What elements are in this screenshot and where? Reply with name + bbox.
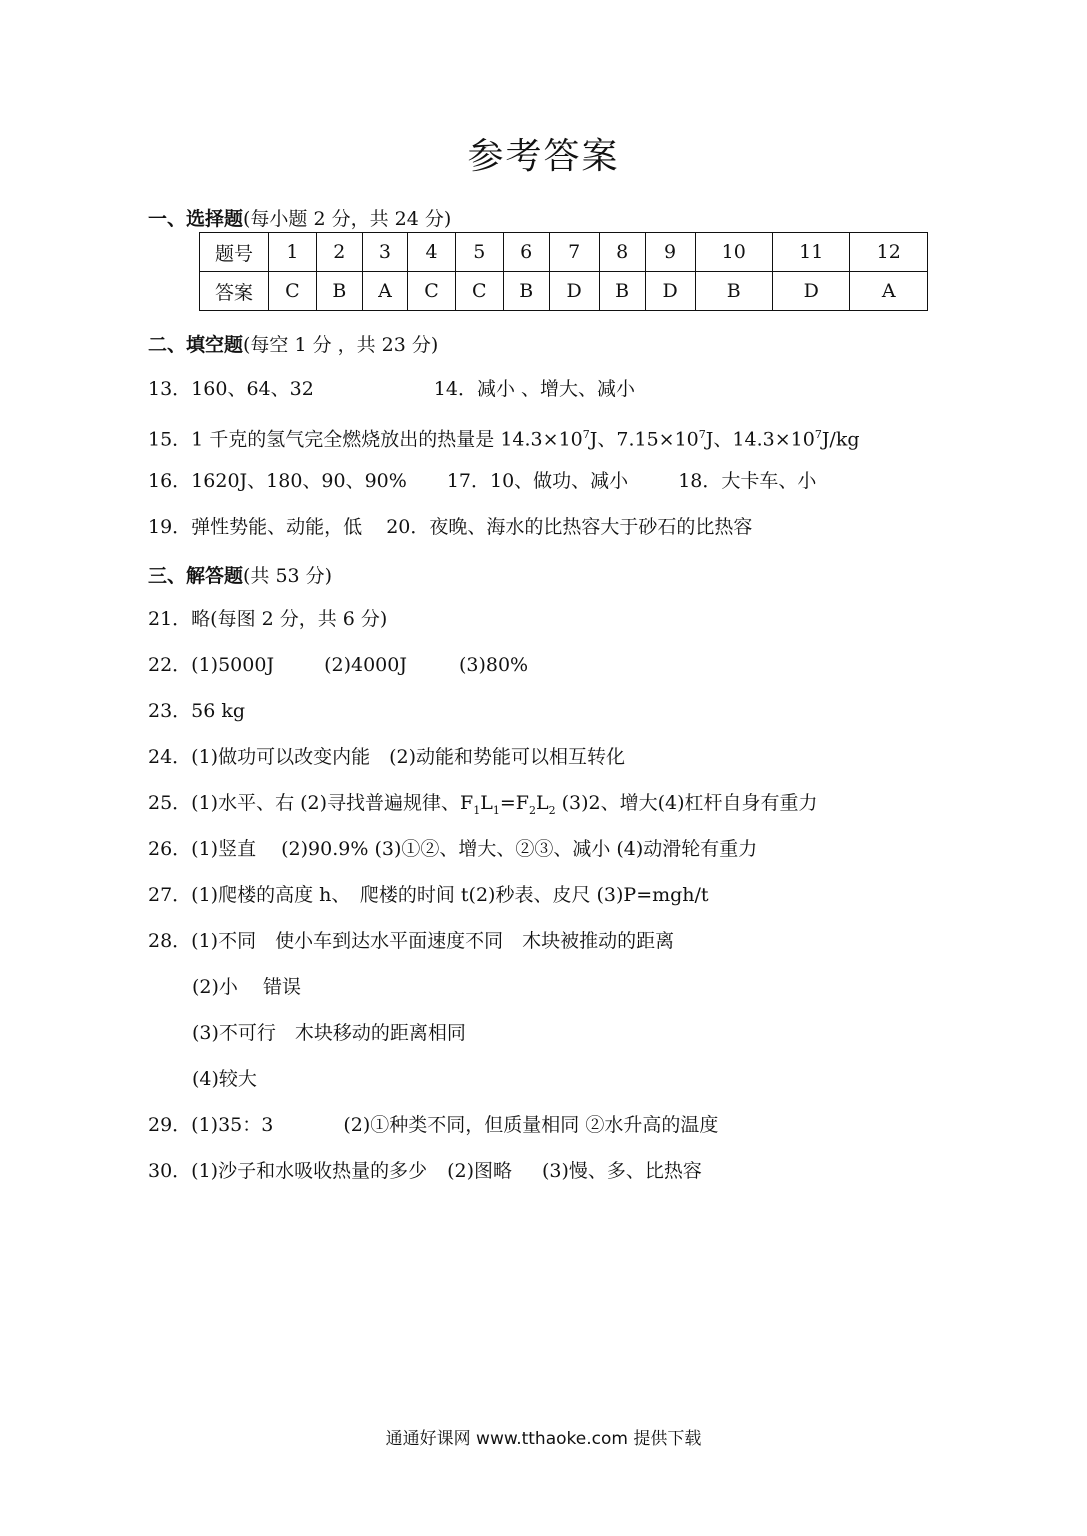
section-fill-note: (每空 1 分 ，共 23 分) (243, 334, 439, 356)
answer-17: 17．10、做功、减小 (446, 470, 629, 492)
section-choice-heading (148, 204, 451, 231)
answer-22-part-3: (3)80% (458, 654, 529, 676)
answer-19: 19．弹性势能、动能，低 (148, 516, 363, 538)
answer-29-part-2: (2)①种类不同，但质量相同 ②水升高的温度 (343, 1114, 719, 1136)
table-cell-number: 4 (408, 233, 456, 272)
answer-28-part-2: (2)小 错误 (192, 976, 301, 998)
table-header-number: 题号 (200, 233, 269, 272)
table-cell-number: 11 (772, 233, 849, 272)
table-cell-number: 8 (599, 233, 645, 272)
footer-source-note: 通通好课网 www.tthaoke.com 提供下载 (385, 1429, 702, 1449)
subscript: 2 (528, 803, 536, 817)
answer-28-part-4: (4)较大 (192, 1068, 257, 1090)
table-cell-answer: C (408, 272, 456, 311)
section-choice-label: 一、选择题 (148, 208, 244, 230)
table-cell-answer: A (850, 272, 928, 311)
answer-30-part-2: (2)图略 (447, 1160, 513, 1182)
page-title: 参考答案 (467, 136, 620, 177)
exponent: 7 (814, 428, 822, 441)
answer-25-part-e: (3)2、增大(4)杠杆自身有重力 (555, 792, 818, 814)
table-row-numbers (200, 233, 928, 272)
table-cell-number: 12 (850, 233, 928, 272)
answer-line-19-20 (148, 515, 752, 539)
table-cell-answer: B (599, 272, 645, 311)
table-cell-answer: D (645, 272, 695, 311)
answer-22-part-2: (2)4000J (324, 654, 407, 676)
subscript: 1 (473, 803, 481, 817)
table-cell-answer: B (316, 272, 362, 311)
section-choice-note: (每小题 2 分，共 24 分) (243, 208, 452, 230)
table-cell-answer: A (362, 272, 407, 311)
table-cell-answer: C (269, 272, 317, 311)
table-cell-answer: C (455, 272, 503, 311)
answer-14: 14．减小 、增大、减小 (433, 378, 636, 400)
answer-18: 18．大卡车、小 (678, 470, 817, 492)
table-cell-number: 10 (695, 233, 772, 272)
answer-28-part-1: 28．(1)不同 使小车到达水平面速度不同 木块被推动的距离 (148, 930, 675, 952)
answer-line-13-14 (148, 377, 635, 401)
subscript: 1 (492, 803, 500, 817)
answer-line-22 (148, 653, 528, 677)
answer-22-part-1: 22．(1)5000J (148, 654, 275, 676)
answer-27: 27．(1)爬楼的高度 h、 爬楼的时间 t(2)秒表、皮尺 (3)P=mgh/t (148, 884, 709, 906)
answer-line-25 (148, 791, 818, 823)
answer-24: 24．(1)做功可以改变内能 (2)动能和势能可以相互转化 (148, 746, 626, 768)
answer-25-part-d: L (535, 792, 549, 814)
table-cell-answer: D (772, 272, 849, 311)
answer-15-part-d: J/kg (821, 428, 860, 451)
choice-answer-table (199, 232, 928, 311)
answer-13: 13．160、64、32 (148, 378, 314, 400)
section-solve-heading (148, 561, 332, 588)
table-header-answer: 答案 (200, 272, 269, 311)
table-cell-answer: D (549, 272, 599, 311)
exponent: 7 (582, 428, 590, 441)
answer-15-part-a: 15．1 千克的氢气完全燃烧放出的热量是 14.3×10 (148, 428, 583, 451)
answer-25-part-c: =F (499, 792, 529, 814)
answer-line-15 (148, 423, 860, 451)
answer-25-part-b: L (480, 792, 493, 814)
table-cell-number: 7 (549, 233, 599, 272)
subscript: 2 (548, 803, 556, 817)
section-fill-heading (148, 330, 438, 357)
section-fill-label: 二、填空题 (148, 334, 244, 356)
exponent: 7 (698, 428, 706, 441)
table-cell-number: 6 (503, 233, 549, 272)
table-cell-number: 3 (362, 233, 407, 272)
answer-28-part-3: (3)不可行 木块移动的距离相同 (192, 1022, 466, 1044)
answer-15-part-b: J、7.15×10 (589, 428, 699, 451)
table-cell-number: 9 (645, 233, 695, 272)
answer-26: 26．(1)竖直 (2)90.9% (3)①②、增大、②③、减小 (4)动滑轮有重力 (148, 838, 758, 860)
answer-15-part-c: J、14.3×10 (705, 428, 815, 451)
table-cell-number: 2 (316, 233, 362, 272)
table-cell-answer: B (503, 272, 549, 311)
section-solve-label: 三、解答题 (148, 565, 244, 587)
answer-23: 23．56 kg (148, 700, 246, 722)
answer-30-part-1: 30．(1)沙子和水吸收热量的多少 (148, 1160, 428, 1182)
table-row-answers (200, 272, 928, 311)
answer-25-part-a: 25．(1)水平、右 (2)寻找普遍规律、F (148, 792, 474, 814)
answer-line-30 (148, 1159, 702, 1183)
answer-20: 20．夜晚、海水的比热容大于砂石的比热容 (386, 516, 753, 538)
answer-line-16-18 (148, 469, 816, 493)
table-cell-number: 5 (455, 233, 503, 272)
answer-21: 21．略(每图 2 分，共 6 分) (148, 608, 388, 630)
table-cell-number: 1 (269, 233, 317, 272)
answer-line-29 (148, 1113, 718, 1137)
answer-30-part-3: (3)慢、多、比热容 (542, 1160, 702, 1182)
section-solve-note: (共 53 分) (243, 565, 333, 587)
answer-16: 16．1620J、180、90、90% (148, 470, 407, 492)
answer-29-part-1: 29．(1)35：3 (148, 1114, 274, 1136)
table-cell-answer: B (695, 272, 772, 311)
